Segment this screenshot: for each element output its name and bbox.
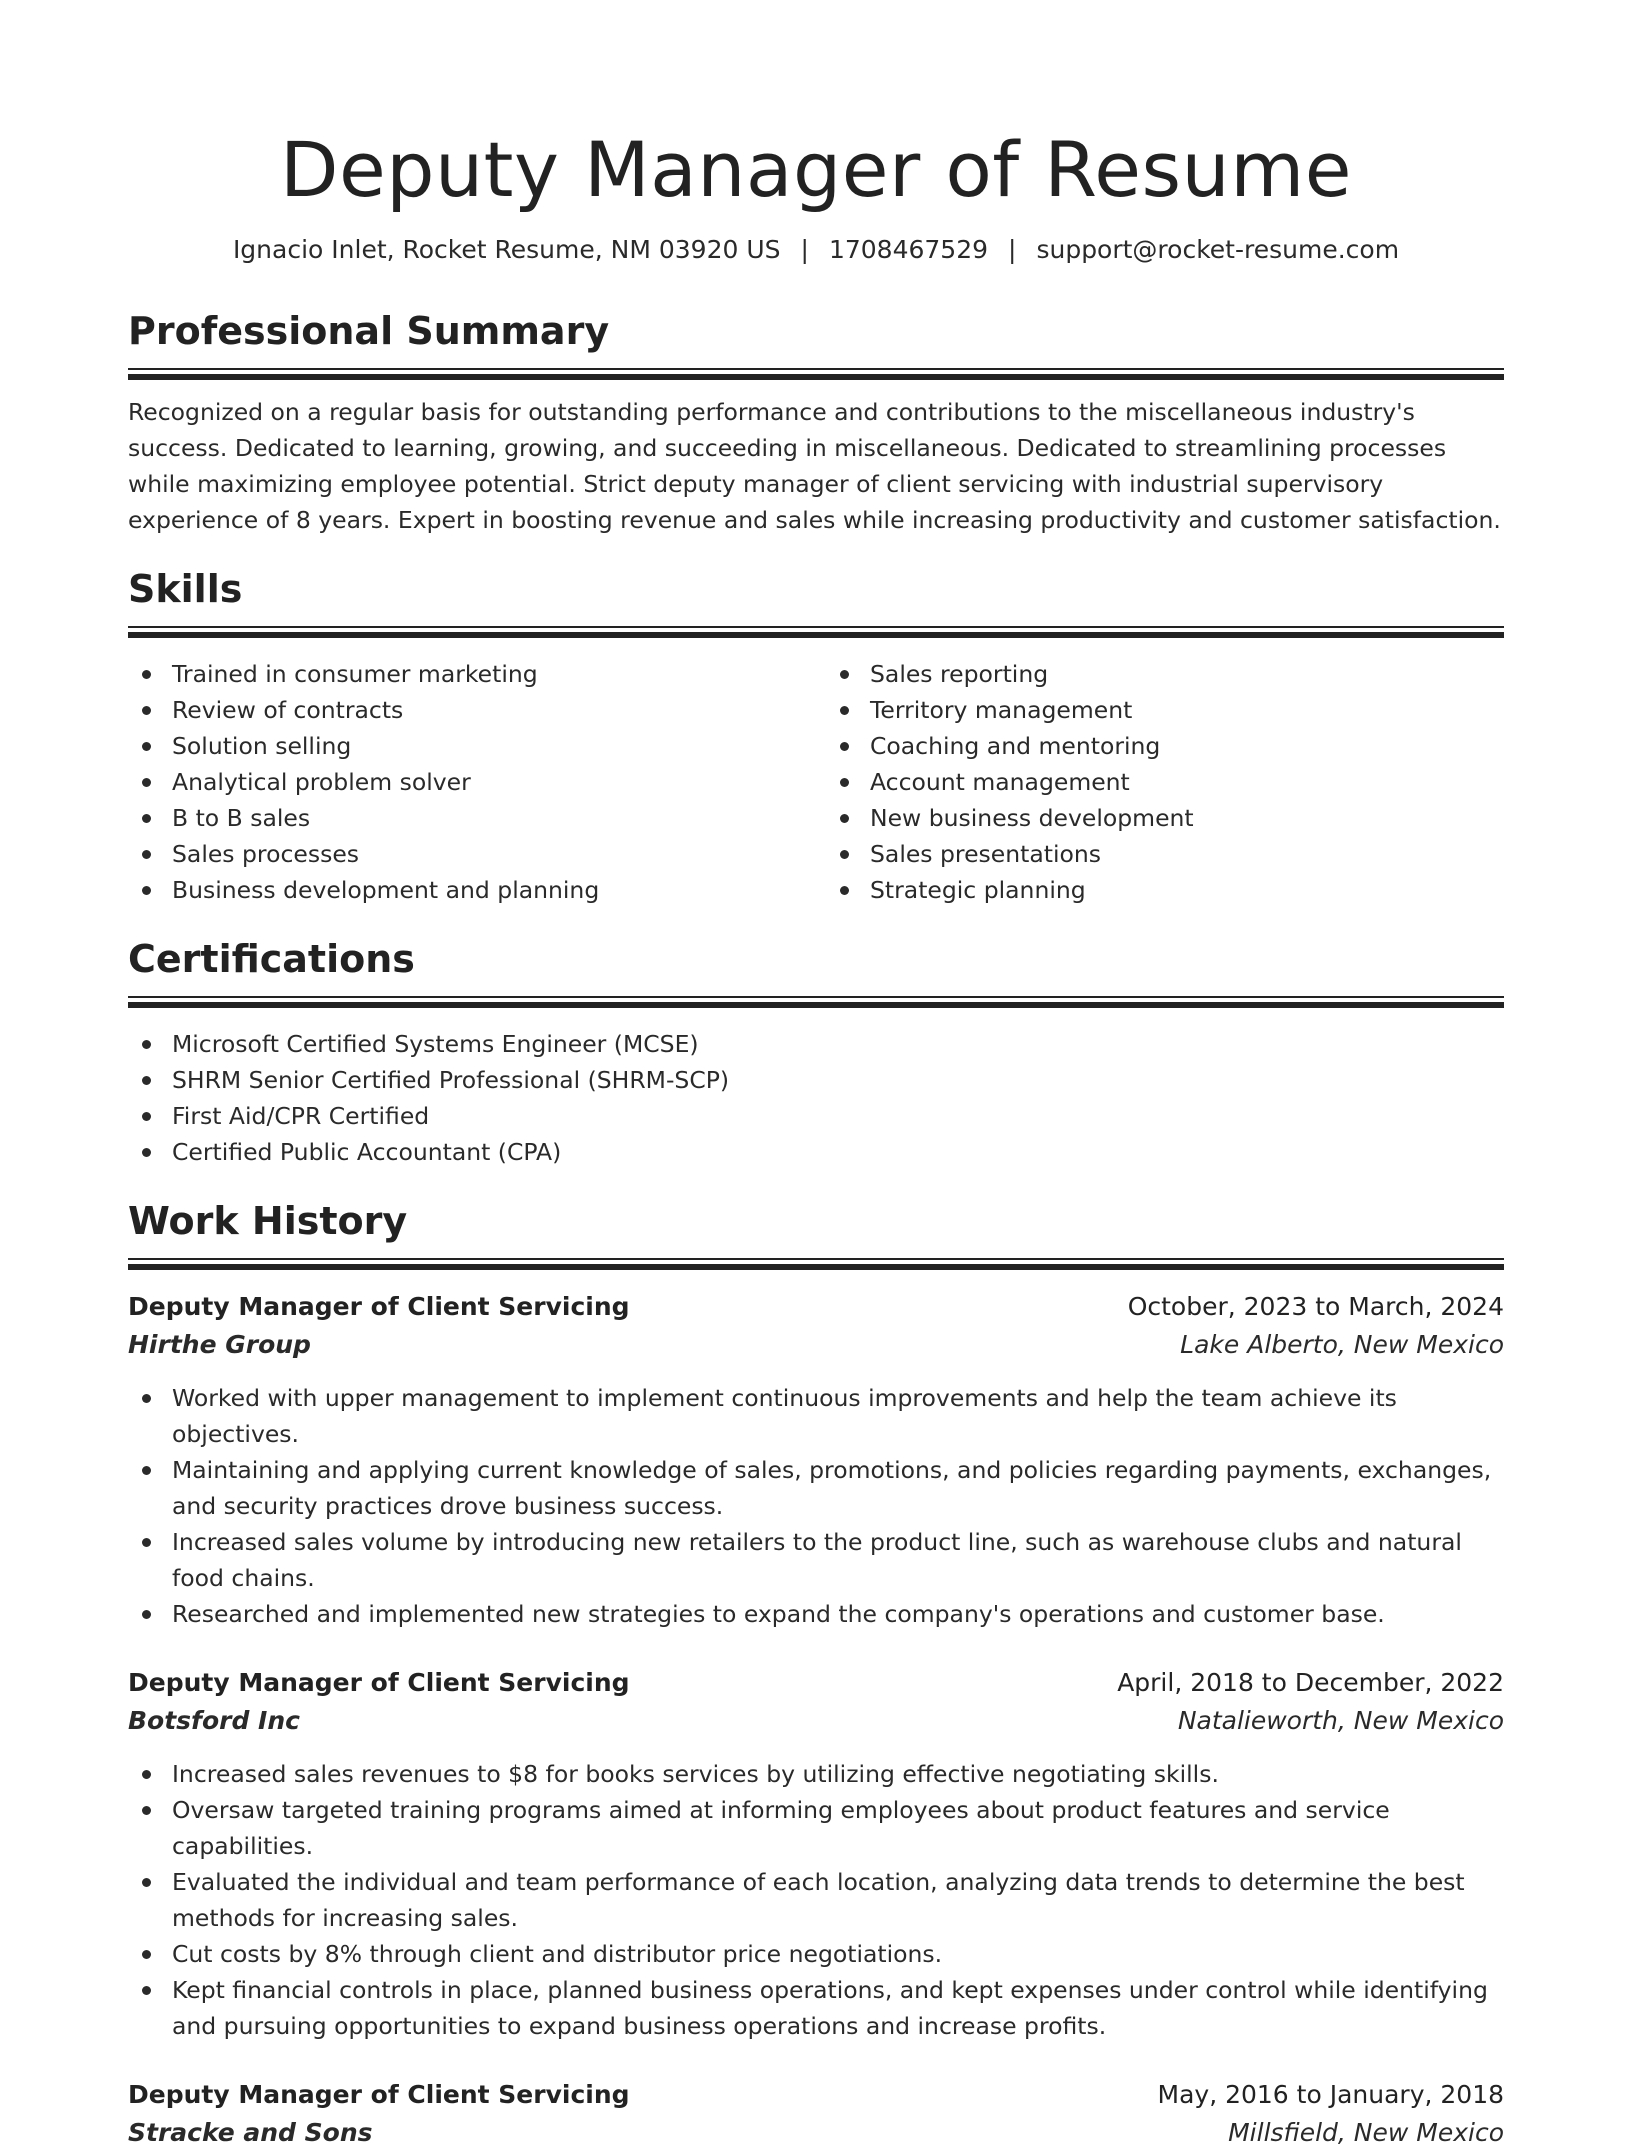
job-entry [128,1288,1504,1632]
skill-item: Business development and planning [128,872,816,908]
job-bullet: Cut costs by 8% through client and distributor price negotiations. [128,1936,1504,1972]
section-title-certifications: Certifications [128,937,415,981]
skill-item: Sales reporting [826,656,1504,692]
job-bullets [128,1380,1504,1632]
job-bullet: Worked with upper management to implement continuous improvements and help the team achieve its objectives. [128,1380,1504,1452]
contact-line [128,232,1504,268]
section-title-summary: Professional Summary [128,309,610,353]
section-divider [128,368,1504,380]
section-title-skills: Skills [128,567,243,611]
job-bullet: Maintaining and applying current knowledge of sales, promotions, and policies regarding payments, exchanges, and security practices drove business success. [128,1452,1504,1524]
contact-separator: | [800,235,809,264]
job-title: Deputy Manager of Client Servicing [128,1292,630,1321]
job-header [128,2076,1504,2114]
job-location: Lake Alberto, New Mexico [1180,1330,1504,1359]
job-subheader [128,2114,1504,2152]
job-company: Hirthe Group [128,1330,311,1359]
skill-item: Solution selling [128,728,816,764]
certifications-section [128,934,1504,1170]
job-company: Stracke and Sons [128,2118,373,2147]
job-bullet: Kept financial controls in place, planned business operations, and kept expenses under control while identifying and pursuing opportunities to expand business operations and increase profits. [128,1972,1504,2044]
skills-grid [128,656,1504,908]
job-bullet: Increased sales revenues to $8 for books services by utilizing effective negotiating skills. [128,1756,1504,1792]
certification-item: Certified Public Accountant (CPA) [128,1134,1504,1170]
job-bullet: Oversaw targeted training programs aimed at informing employees about product features and service capabilities. [128,1792,1504,1864]
skill-item: Sales processes [128,836,816,872]
skill-item: New business development [826,800,1504,836]
section-divider [128,626,1504,638]
certification-item: Microsoft Certified Systems Engineer (MCSE) [128,1026,1504,1062]
skill-item: Strategic planning [826,872,1504,908]
job-company: Botsford Inc [128,1706,300,1735]
job-location: Natalieworth, New Mexico [1177,1706,1504,1735]
skill-item: Trained in consumer marketing [128,656,816,692]
resume-name: Deputy Manager of Resume [279,125,1353,214]
contact-phone: 1708467529 [828,235,989,264]
job-dates: May, 2016 to January, 2018 [1157,2080,1504,2109]
section-title-work-history: Work History [128,1199,408,1243]
certification-item: First Aid/CPR Certified [128,1098,1504,1134]
summary-text: Recognized on a regular basis for outstanding performance and contributions to the miscellaneous industry's success. Dedicated to learning, growing, and succeeding in miscellaneous. Dedicated to streamlining processes while maximizing employee potential. Strict deputy manager of client servicing with industrial supervisory experience of 8 years. Expert in boosting revenue and sales while increasing productivity and customer satisfaction. [128,398,1501,534]
job-dates: October, 2023 to March, 2024 [1127,1292,1504,1321]
skills-section [128,564,1504,908]
job-subheader [128,1702,1504,1740]
certification-item: SHRM Senior Certified Professional (SHRM-SCP) [128,1062,1504,1098]
job-dates: April, 2018 to December, 2022 [1117,1668,1504,1697]
section-divider [128,1258,1504,1270]
contact-email[interactable]: support@rocket-resume.com [1036,235,1400,264]
contact-separator: | [1008,235,1017,264]
section-divider [128,996,1504,1008]
job-subheader [128,1326,1504,1364]
job-entry [128,1664,1504,2044]
work-history-section [128,1196,1504,2152]
job-location: Millsfield, New Mexico [1228,2118,1504,2147]
skill-item: Review of contracts [128,692,816,728]
job-bullet: Evaluated the individual and team performance of each location, analyzing data trends to determine the best methods for increasing sales. [128,1864,1504,1936]
summary-section [128,306,1504,538]
skill-item: Analytical problem solver [128,764,816,800]
job-bullet: Increased sales volume by introducing new retailers to the product line, such as warehouse clubs and natural food chains. [128,1524,1504,1596]
skills-list-right [816,656,1504,908]
skill-item: B to B sales [128,800,816,836]
skill-item: Account management [826,764,1504,800]
skill-item: Territory management [826,692,1504,728]
skills-list-left [128,656,816,908]
job-bullet: Researched and implemented new strategies to expand the company's operations and customer base. [128,1596,1504,1632]
contact-address: Ignacio Inlet, Rocket Resume, NM 03920 US [232,235,781,264]
job-title: Deputy Manager of Client Servicing [128,2080,630,2109]
certifications-list [128,1026,1504,1170]
job-header [128,1664,1504,1702]
skill-item: Coaching and mentoring [826,728,1504,764]
skill-item: Sales presentations [826,836,1504,872]
job-header [128,1288,1504,1326]
job-bullets [128,1756,1504,2044]
job-title: Deputy Manager of Client Servicing [128,1668,630,1697]
job-entry [128,2076,1504,2152]
